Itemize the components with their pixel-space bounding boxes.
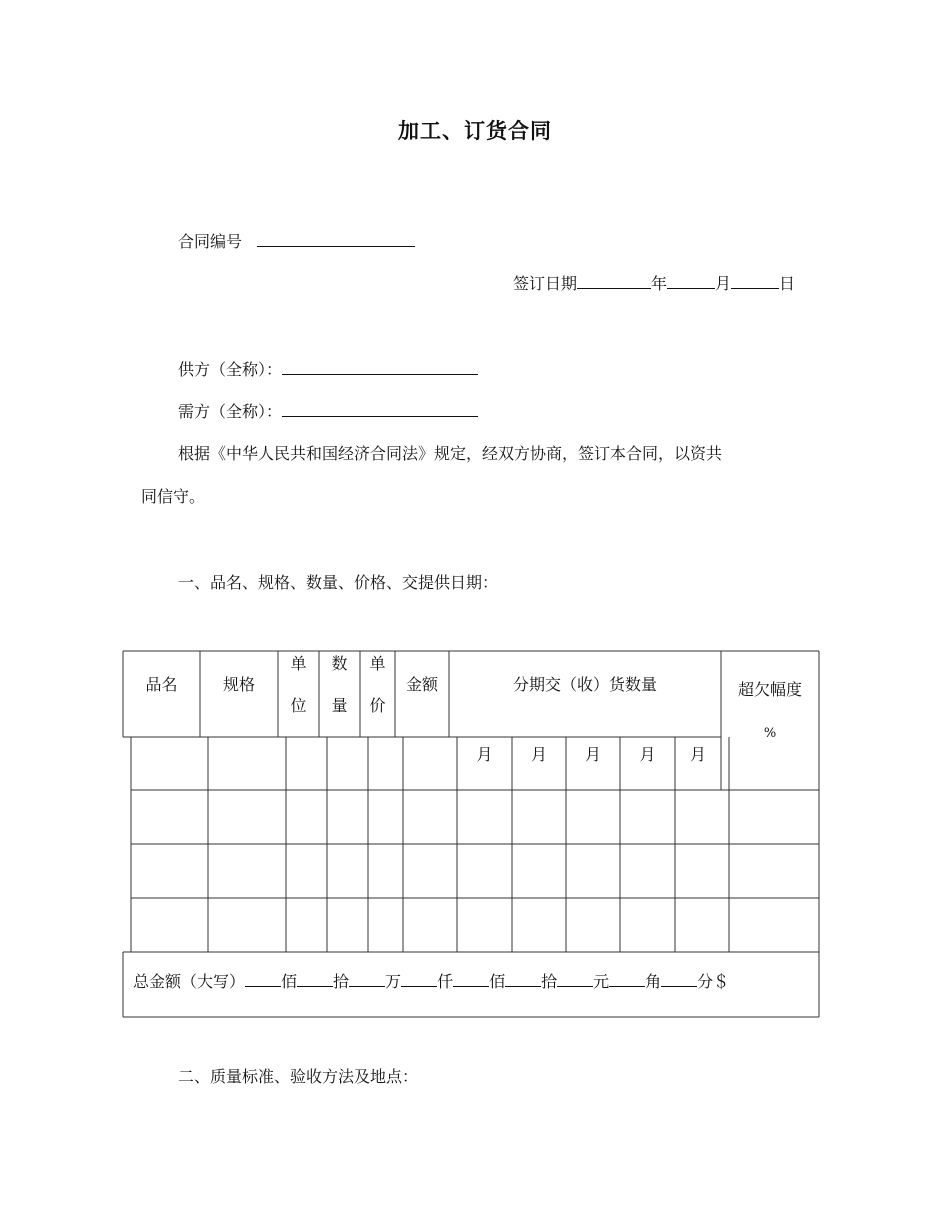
sign-year-blank[interactable] [577,274,651,289]
total-amount-label: 总金额（大写） [133,972,246,991]
header-qty-bottom: 量 [331,696,348,715]
month-header-1: 月 [476,745,493,764]
sign-month-blank[interactable] [667,274,715,289]
header-percent: % [763,726,777,741]
header-price-top: 单 [369,654,386,673]
header-unit-top: 单 [290,654,307,673]
header-qty-top: 数 [331,654,348,673]
header-spec: 规格 [222,675,255,694]
header-delivery-quantity: 分期交（收）货数量 [512,675,657,694]
section-2-heading: 二、质量标准、验收方法及地点： [178,1067,419,1086]
page-title: 加工、订货合同 [398,118,552,143]
month-header-2: 月 [530,745,547,764]
header-unit-bottom: 位 [290,696,307,715]
total-unit-2: 拾 [333,972,350,991]
total-blank-7[interactable] [557,972,593,987]
header-price-bottom: 价 [369,696,386,715]
supplier-row [178,357,478,380]
header-name: 品名 [145,675,178,694]
sign-year-label: 年 [651,274,668,293]
month-header-4: 月 [639,745,656,764]
sign-date-row [513,271,795,294]
total-blank-3[interactable] [349,972,385,987]
preamble-line-1: 根据《中华人民共和国经济合同法》规定，经双方协商，签订本合同，以资共 [178,444,723,463]
total-amount-row [133,969,729,992]
buyer-blank[interactable] [282,402,478,417]
contract-number-label: 合同编号 [178,232,243,251]
preamble-line-2: 同信守。 [141,487,206,506]
total-blank-4[interactable] [401,972,437,987]
contract-number-blank[interactable] [257,232,415,247]
buyer-row [178,399,478,422]
total-blank-9[interactable] [661,972,697,987]
total-blank-8[interactable] [609,972,645,987]
total-unit-9: 分＄ [697,972,730,991]
sign-date-label: 签订日期 [513,274,578,293]
total-unit-5: 佰 [489,972,506,991]
month-header-5: 月 [689,745,706,764]
sign-day-label: 日 [779,274,796,293]
total-unit-3: 万 [385,972,402,991]
contract-number-row [178,229,415,252]
total-blank-6[interactable] [505,972,541,987]
total-unit-8: 角 [645,972,662,991]
total-blank-2[interactable] [297,972,333,987]
total-unit-6: 拾 [541,972,558,991]
total-blank-1[interactable] [245,972,281,987]
supplier-label: 供方（全称）： [178,360,283,379]
sign-month-label: 月 [715,274,732,293]
total-unit-7: 元 [593,972,610,991]
total-blank-5[interactable] [453,972,489,987]
supplier-blank[interactable] [282,360,478,375]
month-header-3: 月 [584,745,601,764]
total-unit-4: 仟 [437,972,454,991]
section-1-heading: 一、品名、规格、数量、价格、交提供日期： [178,573,499,592]
header-tolerance: 超欠幅度 [737,680,802,699]
total-unit-1: 佰 [281,972,298,991]
sign-day-blank[interactable] [731,274,779,289]
header-amount: 金额 [405,675,438,694]
buyer-label: 需方（全称）： [178,402,283,421]
